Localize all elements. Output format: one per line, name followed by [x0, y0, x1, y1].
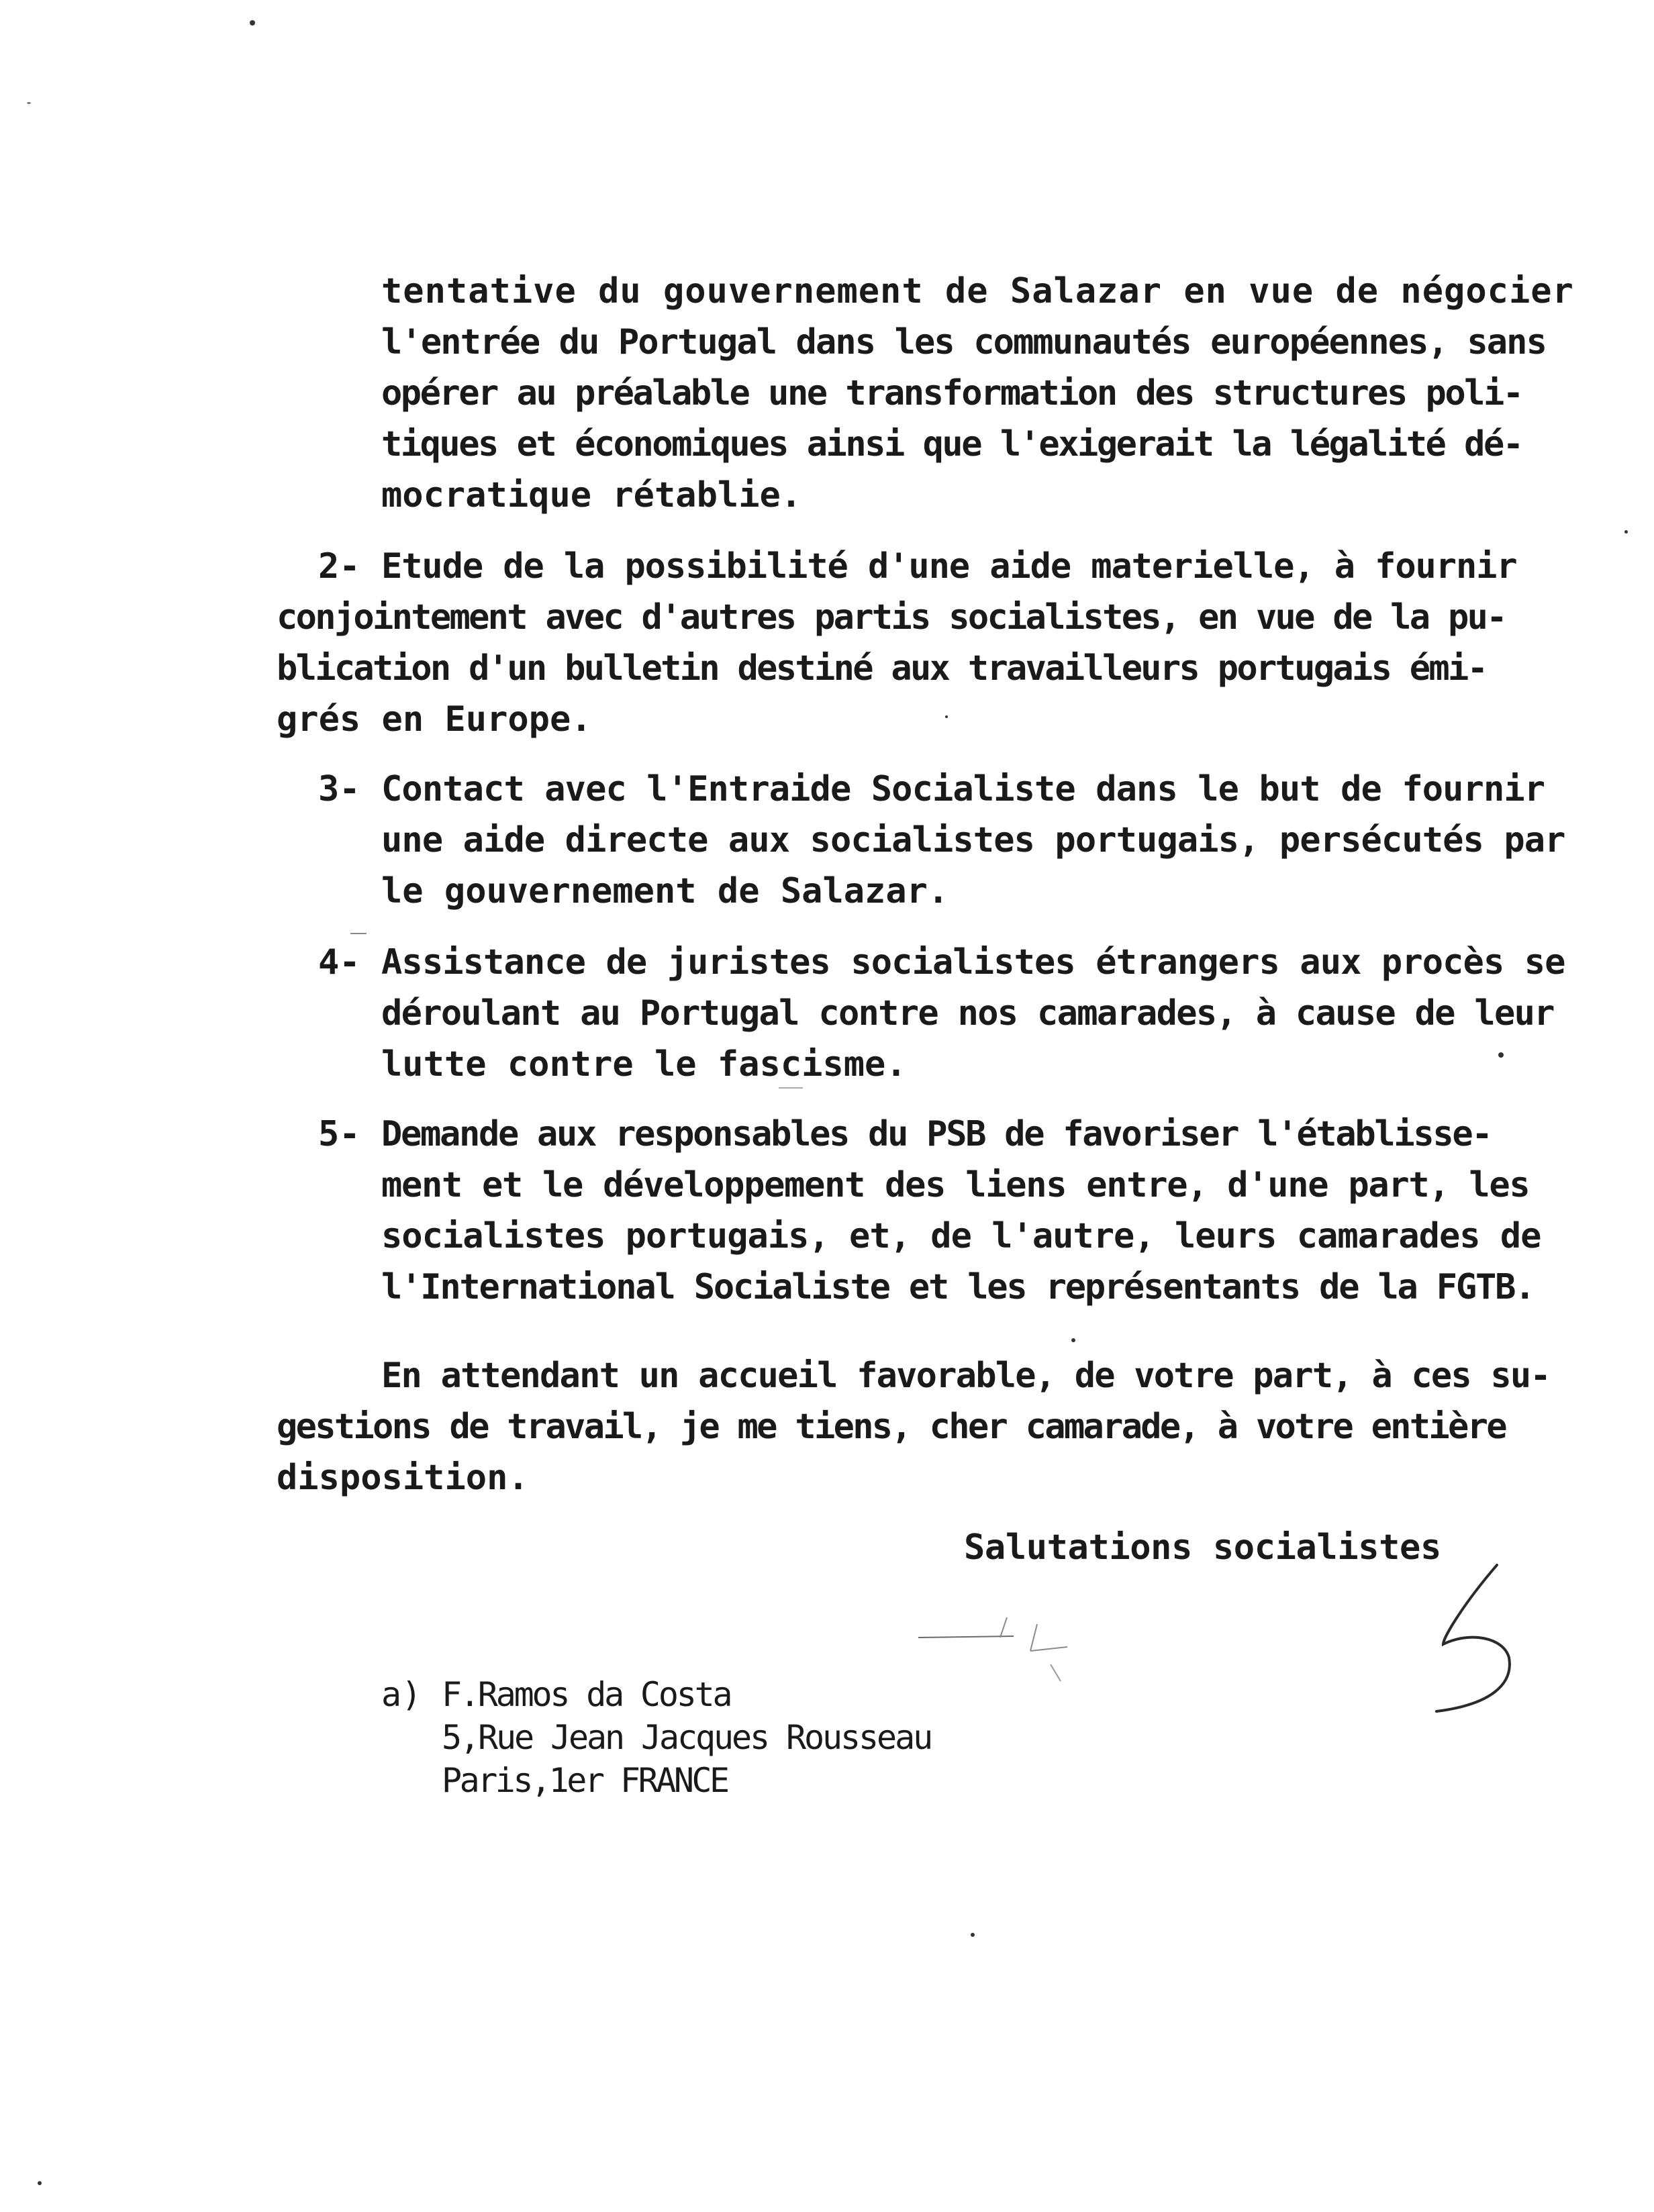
item-line: l'International Socialiste et les représentants de la FGTB. — [381, 1267, 1535, 1307]
continuation-line: tentative du gouvernement de Salazar en vue de négocier — [381, 271, 1574, 311]
sender-name: F.Ramos da Costa — [442, 1675, 731, 1714]
salutation: Salutations socialistes — [964, 1527, 1441, 1568]
item-line: Contact avec l'Entraide Socialiste dans le but de fournir — [381, 769, 1545, 809]
scan-speck — [779, 1087, 803, 1089]
item-line: déroulant au Portugal contre nos camarades, à cause de leur — [381, 993, 1554, 1034]
continuation-line: opérer au préalable une transformation des structures poli- — [381, 373, 1522, 413]
scan-speck — [1498, 1052, 1504, 1058]
closing-line: En attendant un accueil favorable, de votre part, à ces su- — [381, 1356, 1550, 1396]
signature-prefix: a) — [381, 1675, 422, 1714]
scan-speck — [945, 715, 948, 718]
item-number: 3- — [318, 769, 360, 809]
closing-line: disposition. — [277, 1458, 529, 1498]
item-line: conjointement avec d'autres partis socialistes, en vue de la pu- — [277, 597, 1506, 638]
sender-street: 5,Rue Jean Jacques Rousseau — [442, 1718, 932, 1757]
continuation-line: tiques et économiques ainsi que l'exigerait la légalité dé- — [381, 424, 1522, 464]
scan-speck — [971, 1933, 975, 1937]
item-line: grés en Europe. — [277, 699, 592, 740]
scan-speck — [1624, 530, 1628, 534]
item-line: une aide directe aux socialistes portugais, persécutés par — [381, 820, 1565, 860]
closing-line: gestions de travail, je me tiens, cher camarade, à votre entière — [277, 1407, 1506, 1447]
scan-speck — [1071, 1338, 1075, 1342]
scan-speck — [250, 20, 255, 26]
scan-speck — [38, 2181, 42, 2185]
item-line: ment et le développement des liens entre, d'une part, les — [381, 1165, 1530, 1205]
continuation-line: mocratique rétablie. — [381, 475, 802, 515]
scan-speck — [350, 933, 367, 934]
continuation-line: l'entrée du Portugal dans les communautés européennes, sans — [381, 322, 1546, 362]
item-number: 2- — [318, 546, 360, 587]
handwritten-signature — [913, 1564, 1517, 1738]
item-line: socialistes portugais, et, de l'autre, leurs camarades de — [381, 1216, 1541, 1256]
item-line: Etude de la possibilité d'une aide materielle, à fournir — [381, 546, 1517, 587]
sender-city: Paris,1er FRANCE — [442, 1761, 728, 1800]
scan-speck — [27, 102, 31, 104]
item-line: Demande aux responsables du PSB de favoriser l'établisse- — [381, 1114, 1492, 1154]
item-line: lutte contre le fascisme. — [381, 1044, 907, 1085]
item-line: le gouvernement de Salazar. — [381, 871, 949, 911]
item-line: Assistance de juristes socialistes étrangers aux procès se — [381, 942, 1565, 983]
item-number: 4- — [318, 942, 360, 983]
item-line: blication d'un bulletin destiné aux travailleurs portugais émi- — [277, 648, 1487, 689]
item-number: 5- — [318, 1114, 360, 1154]
